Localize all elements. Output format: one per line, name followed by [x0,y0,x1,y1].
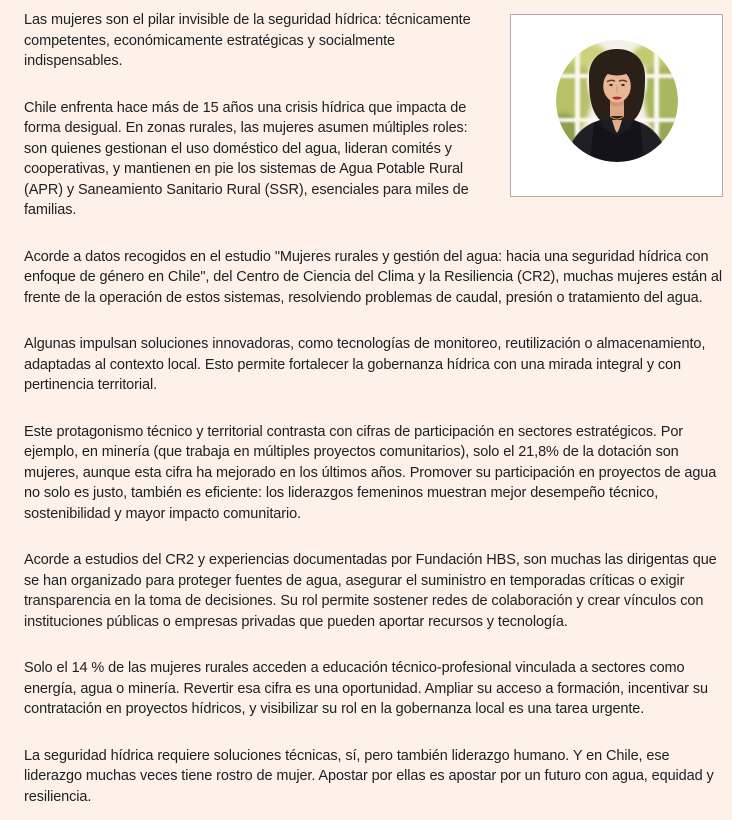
paragraph-intro: Las mujeres son el pilar invisible de la seguridad hídrica: técnicamente competentes, económicamente estratégicas y socialmente indispensables. [24,12,471,69]
portrait-photo [556,40,678,162]
portrait-card [510,14,723,197]
article-body [24,10,728,807]
paragraph-soluciones-innovadoras: Algunas impulsan soluciones innovadoras, como tecnologías de monitoreo, reutilización o almacenamiento, adaptadas al contexto local. Esto permite fortalecer la gobernanza hídrica con una mirada integral y con pertinencia territorial. [24,336,706,393]
paragraph-educacion-tecnica: Solo el 14 % de las mujeres rurales acceden a educación técnico-profesional vinculada a sectores como energía, agua o minería. Revertir esa cifra es una oportunidad. Ampliar su acceso a formación, incentivar su contratación en proyectos hídricos, y visibilizar su rol en la gobernanza local es una tarea urgente. [24,660,708,717]
paragraph-participacion-mineria: Este protagonismo técnico y territorial contrasta con cifras de participación en sectores estratégicos. Por ejemplo, en minería (que trabaja en múltiples proyectos comunitarios), solo el 21,8% de la dotación son mujeres, aunque esta cifra ha mejorado en los últimos años. Promover su participación en proyectos de agua no solo es justo, también es eficiente: los liderazgos femeninos muestran mejor desempeño técnico, sostenibilidad y mayor impacto comunitario. [24,423,717,522]
paragraph-crisis-hidrica: Chile enfrenta hace más de 15 años una crisis hídrica que impacta de forma desigual. En zonas rurales, las mujeres asumen múltiples roles: son quienes gestionan el uso doméstico del agua, lideran comités y cooperativas, y mantienen en pie los sistemas de Agua Potable Rural (APR) y Saneamiento Sanitario Rural (SSR), esenciales para miles de familias. [24,99,469,218]
paragraph-fundacion-hbs: Acorde a estudios del CR2 y experiencias documentadas por Fundación HBS, son muchas las dirigentas que se han organizado para proteger fuentes de agua, asegurar el suministro en temporadas críticas o exigir transparencia en la toma de decisiones. Su rol permite sostener redes de colaboración y crear vínculos con instituciones públicas o empresas privadas que pueden aportar recursos y tecnología. [24,552,717,630]
paragraph-cierre: La seguridad hídrica requiere soluciones técnicas, sí, pero también liderazgo humano. Y en Chile, ese liderazgo muchas veces tiene rostro de mujer. Apostar por ellas es apostar por un futuro con agua, equidad y resiliencia. [24,747,714,805]
paragraph-estudio-cr2: Acorde a datos recogidos en el estudio "Mujeres rurales y gestión del agua: hacia una seguridad hídrica con enfoque de género en Chile", del Centro de Ciencia del Clima y la Resiliencia (CR2), muchas mujeres están al frente de la operación de estos sistemas, resolviendo problemas de caudal, presión o tratamiento del agua. [24,248,722,306]
woman-portrait-illustration [556,40,678,162]
